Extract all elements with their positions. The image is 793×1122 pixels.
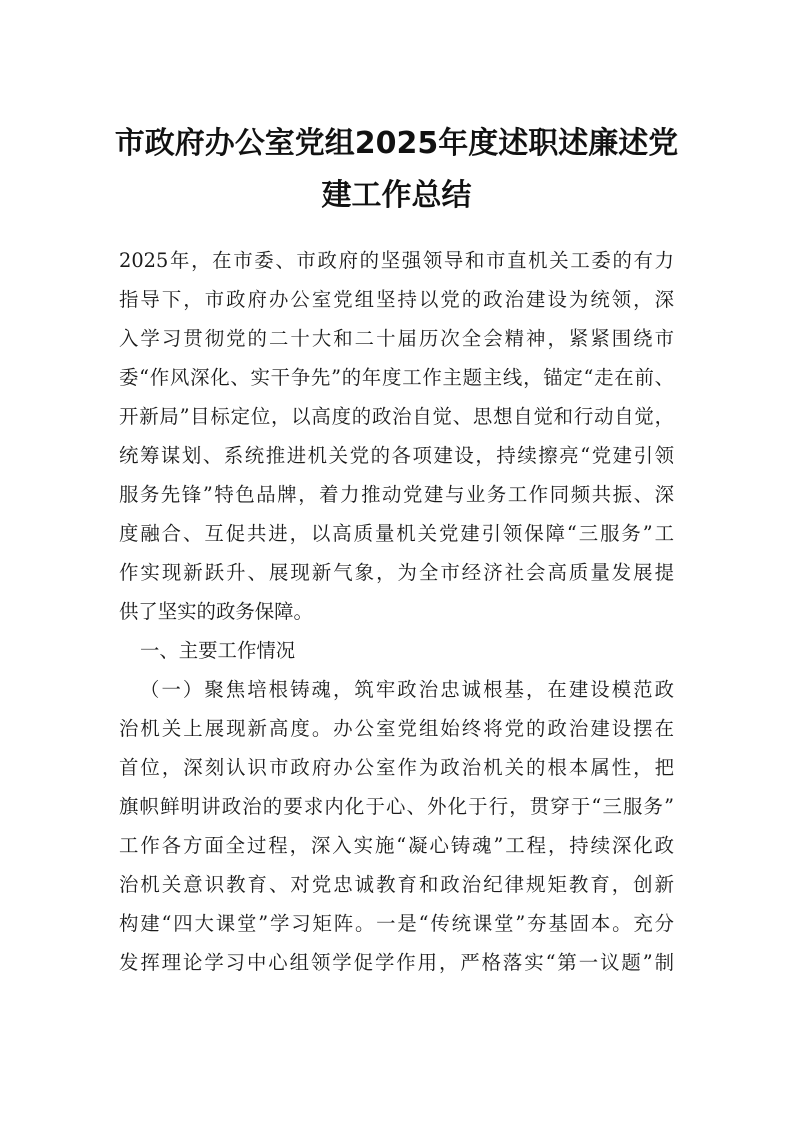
intro-paragraph-line: 开新局”目标定位，以高度的政治自觉、思想自觉和行动自觉，: [119, 405, 674, 428]
document-title-line-1: 市政府办公室党组2025年度述职述廉述党: [114, 126, 679, 161]
section-heading: 一、主要工作情况: [140, 639, 296, 662]
subsection-paragraph-line: （一）聚焦培根铸魂，筑牢政治忠诚根基，在建设模范政: [140, 678, 674, 701]
intro-paragraph-line: 统筹谋划、系统推进机关党的各项建设，持续擦亮“党建引领: [119, 444, 674, 467]
intro-paragraph-line: 2025年，在市委、市政府的坚强领导和市直机关工委的有力: [119, 249, 674, 272]
intro-paragraph-line: 供了坚实的政务保障。: [119, 600, 313, 623]
intro-paragraph-line: 入学习贯彻党的二十大和二十届历次全会精神，紧紧围绕市: [119, 327, 674, 350]
intro-paragraph-line: 指导下，市政府办公室党组坚持以党的政治建设为统领，深: [119, 288, 674, 311]
subsection-paragraph-line: 治机关意识教育、对党忠诚教育和政治纪律规矩教育，创新: [119, 873, 674, 896]
intro-paragraph-line: 度融合、互促共进，以高质量机关党建引领保障“三服务”工: [119, 522, 674, 545]
subsection-paragraph-line: 发挥理论学习中心组领学促学作用，严格落实“第一议题”制: [119, 951, 674, 974]
subsection-paragraph-line: 旗帜鲜明讲政治的要求内化于心、外化于行，贯穿于“三服务”: [119, 795, 674, 818]
intro-paragraph-line: 服务先锋”特色品牌，着力推动党建与业务工作同频共振、深: [119, 483, 674, 506]
subsection-paragraph-line: 构建“四大课堂”学习矩阵。一是“传统课堂”夯基固本。充分: [119, 912, 674, 935]
intro-paragraph-line: 作实现新跃升、展现新气象，为全市经济社会高质量发展提: [119, 561, 674, 584]
document-title-line-2: 建工作总结: [321, 178, 472, 213]
subsection-paragraph-line: 首位，深刻认识市政府办公室作为政治机关的根本属性，把: [119, 756, 674, 779]
subsection-paragraph-line: 工作各方面全过程，深入实施“凝心铸魂”工程，持续深化政: [119, 834, 674, 857]
subsection-paragraph-line: 治机关上展现新高度。办公室党组始终将党的政治建设摆在: [119, 717, 674, 740]
intro-paragraph-line: 委“作风深化、实干争先”的年度工作主题主线，锚定“走在前、: [119, 366, 674, 389]
